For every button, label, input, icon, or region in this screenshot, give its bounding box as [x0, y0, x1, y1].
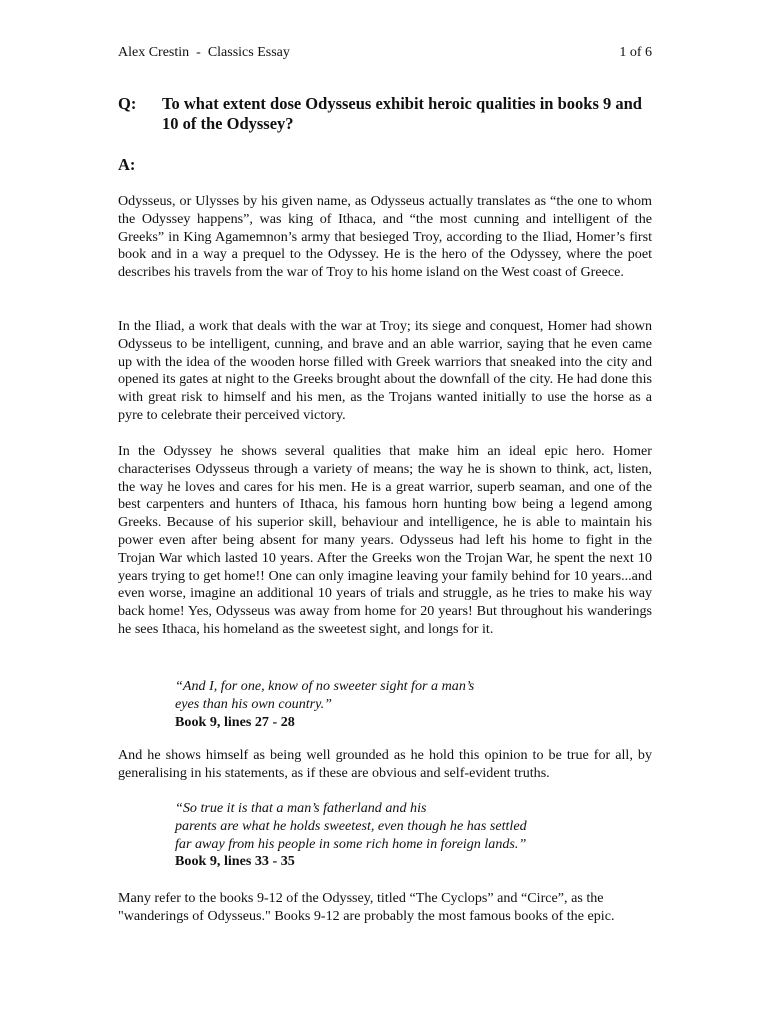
paragraph-5: Many refer to the books 9-12 of the Odyssey, titled “The Cyclops” and “Circe”, as the "wanderings of Odysseus." Books 9-12 are probably the most famous books of the epic.: [118, 890, 615, 924]
quote-line: far away from his people in some rich home in foreign lands.”: [175, 835, 527, 852]
quote-1: [175, 678, 615, 731]
question-label: Q:: [118, 94, 137, 113]
quote-2: [175, 800, 615, 871]
header-author-title: Alex Crestin - Classics Essay: [118, 45, 290, 60]
quote-reference: Book 9, lines 33 - 35: [175, 853, 295, 870]
answer-label: A:: [118, 155, 136, 174]
paragraph-1: Odysseus, or Ulysses by his given name, as Odysseus actually translates as “the one to whom the Odyssey happens”, was king of Ithaca, and “the most cunning and intelligent of the Greeks” in King Agamemnon’s army that besieged Troy, according to the Iliad, Homer’s first book and in a way a prequel to the Odyssey. He is the hero of the Odyssey, where the poet describes his travels from the war of Troy to his home island on the West coast of Greece.: [118, 193, 652, 281]
quote-line: parents are what he holds sweetest, even though he has settled: [175, 817, 527, 834]
paragraph-2: In the Iliad, a work that deals with the war at Troy; its siege and conquest, Homer had shown Odysseus to be intelligent, cunning, and brave and an able warrior, saying that he even came up with the idea of the wooden horse filled with Greek warriors that sneaked into the city and opened its gates at night to the Greeks brought about the downfall of the city. He had done this with great risk to himself and his men, as the Trojans wanted initially to use the horse as a pyre to celebrate their perceived victory.: [118, 318, 652, 423]
page-header: [118, 45, 652, 61]
quote-line: “And I, for one, know of no sweeter sight for a man’s: [175, 678, 475, 694]
document-page: [118, 0, 652, 1024]
header-page-number: 1 of 6: [619, 45, 652, 60]
paragraph-4: And he shows himself as being well grounded as he hold this opinion to be true for all, by generalising in his statements, as if these are obvious and self-evident truths.: [118, 747, 652, 781]
quote-line: “So true it is that a man’s fatherland and his: [175, 800, 427, 816]
essay-question: [118, 94, 652, 134]
quote-line: eyes than his own country.”: [175, 695, 332, 712]
quote-reference: Book 9, lines 27 - 28: [175, 713, 295, 730]
question-text: To what extent dose Odysseus exhibit heroic qualities in books 9 and 10 of the Odyssey?: [162, 94, 642, 133]
paragraph-3: In the Odyssey he shows several qualities that make him an ideal epic hero. Homer characterises Odysseus through a variety of means; the way he is shown to think, act, listen, the way he loves and cares for his men. He is a great warrior, superb seaman, and one of the best carpenters and hunters of Ithaca, his famous horn hunting bow being a legend among Greeks. Because of his superior skill, behaviour and intelligence, he is able to maintain his power even after being absent for many years. Odysseus had left his home to fight in the Trojan War which lasted 10 years. After the Greeks won the Trojan War, he spent the next 10 years trying to get home!! One can only imagine leaving your family behind for 10 years...and even worse, imagine an additional 10 years of trials and struggle, as he tries to make his way back home! Yes, Odysseus was away from home for 20 years! But throughout his wanderings he sees Ithaca, his homeland as the sweetest sight, and longs for it.: [118, 443, 652, 637]
